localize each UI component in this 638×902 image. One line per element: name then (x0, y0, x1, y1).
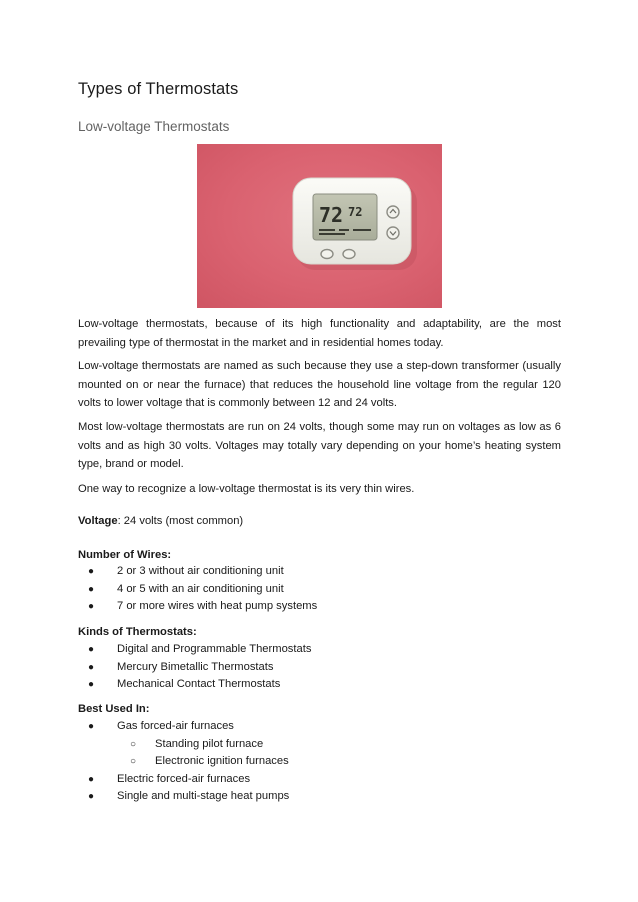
voltage-label: Voltage (78, 515, 118, 527)
display-temp: 72 (319, 203, 344, 227)
sub-list-item: ○ Standing pilot furnace (78, 736, 561, 754)
kinds-heading: Kinds of Thermostats: (78, 626, 197, 638)
list-item: ● 4 or 5 with an air conditioning unit (78, 581, 561, 599)
list-item: ● 7 or more wires with heat pump systems (78, 598, 561, 616)
bullet-icon: ● (88, 601, 95, 612)
paragraph-voltage-range: Most low-voltage thermostats are run on 24 volts, though some may run on voltages as low as 6 volts and as high 30 volts. Voltages may totally vary depending on your home’s heating system type, brand or model. (78, 421, 561, 470)
wires-heading: Number of Wires: (78, 549, 172, 561)
list-item: ● Single and multi-stage heat pumps (78, 788, 561, 806)
page-title: Types of Thermostats (78, 80, 239, 98)
paragraph-thin-wires: One way to recognize a low-voltage thermostat is its very thin wires. (78, 483, 415, 495)
thermostat-photo (197, 144, 442, 308)
list-item: ● Electric forced-air furnaces (78, 771, 561, 789)
bullet-icon: ● (88, 773, 95, 785)
sub-list-item: ○ Electronic ignition furnaces (78, 753, 561, 771)
bullet-icon: ● (88, 583, 95, 595)
setpoint-temp: 72 (348, 205, 363, 219)
bullet-icon: ● (88, 644, 95, 655)
list-item: ● Digital and Programmable Thermostats (78, 641, 561, 659)
list-item: ● Gas forced-air furnaces (78, 718, 561, 736)
section-subtitle: Low-voltage Thermostats (78, 119, 230, 134)
list-item: ● Mercury Bimetallic Thermostats (78, 659, 561, 677)
temp-down-button (387, 227, 399, 239)
hollow-bullet-icon: ○ (130, 756, 137, 767)
fan-button (343, 250, 355, 259)
kinds-list (78, 641, 561, 694)
bullet-icon: ● (88, 661, 95, 673)
paragraph-transformer: Low-voltage thermostats are named as such because they use a step-down transformer (usually mounted on or near the furnace) that reduces the household line voltage from the regular 120 volts to lower voltage that is commonly between 12 and 24 volts. (78, 360, 561, 409)
list-item: ● 2 or 3 without air conditioning unit (78, 563, 561, 581)
hollow-bullet-icon: ○ (130, 738, 137, 750)
bullet-icon: ● (88, 791, 95, 802)
paragraph-intro: Low-voltage thermostats, because of its high functionality and adaptability, are the most prevailing type of thermostat in the market and in residential homes today. (78, 318, 561, 349)
mode-button (321, 250, 333, 259)
best-used-heading: Best Used In: (78, 703, 150, 715)
bullet-icon: ● (88, 721, 95, 732)
temp-up-button (387, 206, 399, 218)
wires-list (78, 563, 561, 616)
voltage-value: : 24 volts (most common) (117, 515, 244, 527)
best-used-list (78, 718, 561, 806)
thermostat-illustration (197, 144, 442, 308)
bullet-icon: ● (88, 566, 95, 577)
list-item: ● Mechanical Contact Thermostats (78, 676, 561, 694)
voltage-line (78, 512, 561, 531)
bullet-icon: ● (88, 679, 95, 690)
